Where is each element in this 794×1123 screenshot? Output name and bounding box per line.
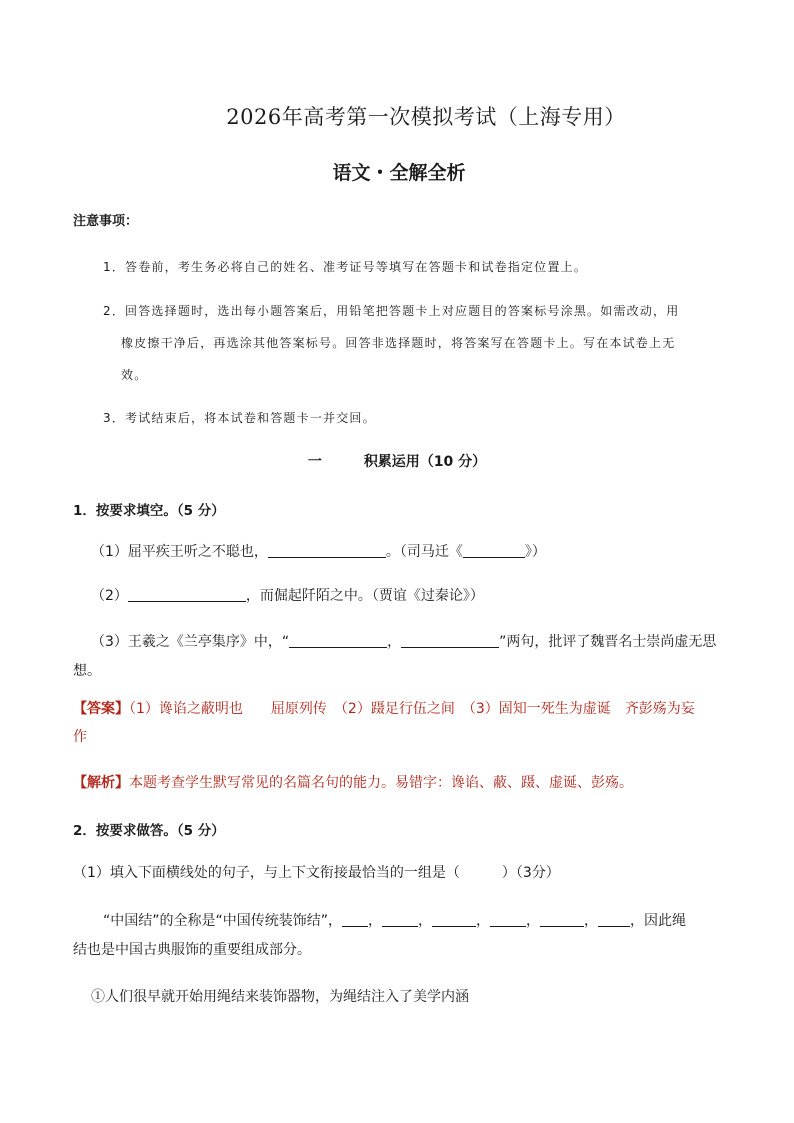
question-2-sub-1: （1）填入下面横线处的句子，与上下文衔接最恰当的一组是（ ）（3分） (73, 865, 560, 881)
question-2-passage-line-2: 结也是中国古典服饰的重要组成部分。 (73, 942, 311, 958)
q1-sub2-text-a: （2） (91, 588, 128, 604)
notice-heading: 注意事项： (73, 214, 139, 229)
page-title: 2026年高考第一次模拟考试（上海专用） (226, 105, 626, 129)
q1-sub3-blank-2[interactable] (401, 633, 499, 648)
question-1-sub-2 (91, 585, 484, 605)
q1-sub3-text-b: ， (387, 634, 402, 650)
analysis-tag: 【解析】 (73, 775, 129, 791)
q2-passage-end: ，因此绳 (630, 913, 687, 929)
answer-tag: 【答案】 (73, 701, 129, 717)
q1-sub2-text-b: ，而倔起阡陌之中。（贾谊《过秦论》） (245, 588, 484, 604)
q2-sep: ， (368, 913, 383, 929)
question-1-sub-3-cont: 想。 (73, 663, 101, 679)
q2-blank-5[interactable] (540, 912, 584, 927)
analysis-line (73, 772, 633, 792)
section-number: 一 (307, 454, 322, 470)
notice-item-1: 1．答卷前，考生务必将自己的姓名、准考证号等填写在答题卡和试卷指定位置上。 (103, 260, 588, 274)
notice-item-2-line-3: 效。 (121, 368, 148, 382)
answer-line-2: 作 (73, 729, 87, 745)
question-1-sub-3 (91, 631, 716, 651)
answer-line-1 (73, 698, 695, 718)
notice-item-3: 3．考试结束后，将本试卷和答题卡一并交回。 (103, 411, 376, 425)
q2-passage-text: “中国结”的全称是“中国传统装饰结”， (103, 913, 343, 929)
page-subtitle: 语文・全解全析 (332, 162, 466, 184)
notice-item-2-line-1: 2．回答选择题时，选出每小题答案后，用铅笔把答题卡上对应题目的答案标号涂黑。如需改动，用 (103, 304, 680, 318)
q2-sep: ， (584, 913, 599, 929)
q2-sep: ， (526, 913, 541, 929)
question-2-passage-line-1 (103, 910, 686, 930)
q1-sub3-text-c: ”两句，批评了魏晋名士崇尚虚无思 (499, 634, 717, 650)
q2-sep: ， (418, 913, 433, 929)
q1-sub1-text-b: 。（司马迁《 (385, 544, 463, 560)
question-1-heading: 1．按要求填空。（5 分） (73, 503, 225, 519)
q1-sub2-blank[interactable] (128, 587, 246, 602)
q2-blank-4[interactable] (490, 912, 526, 927)
q2-blank-2[interactable] (382, 912, 418, 927)
q2-blank-1[interactable] (342, 912, 368, 927)
q1-sub1-blank-2[interactable] (463, 543, 525, 558)
question-2-heading: 2．按要求做答。（5 分） (73, 823, 225, 839)
q1-sub3-blank-1[interactable] (289, 633, 387, 648)
question-2-option-1: ①人们很早就开始用绳结来装饰器物，为绳结注入了美学内涵 (91, 989, 469, 1005)
question-1-sub-1 (91, 541, 546, 561)
analysis-text: 本题考查学生默写常见的名篇名句的能力。易错字：谗谄、蔽、蹑、虚诞、彭殇。 (129, 775, 633, 791)
q2-blank-3[interactable] (432, 912, 476, 927)
q1-sub3-text-a: （3）王羲之《兰亭集序》中，“ (91, 634, 290, 650)
q1-sub1-blank-1[interactable] (268, 543, 386, 558)
q1-sub1-text-a: （1）屈平疾王听之不聪也， (91, 544, 268, 560)
answer-text: （1）谗谄之蔽明也 屈原列传 （2）蹑足行伍之间 （3）固知一死生为虚诞 齐彭殇为妄 (129, 701, 695, 717)
section-title: 积累运用（10 分） (363, 454, 487, 470)
section-heading (0, 451, 794, 471)
q2-blank-6[interactable] (598, 912, 630, 927)
q1-sub1-text-c: 》） (524, 544, 546, 560)
notice-item-2-line-2: 橡皮擦干净后，再选涂其他答案标号。回答非选择题时，将答案写在答题卡上。写在本试卷上无 (121, 336, 676, 350)
q2-sep: ， (476, 913, 491, 929)
